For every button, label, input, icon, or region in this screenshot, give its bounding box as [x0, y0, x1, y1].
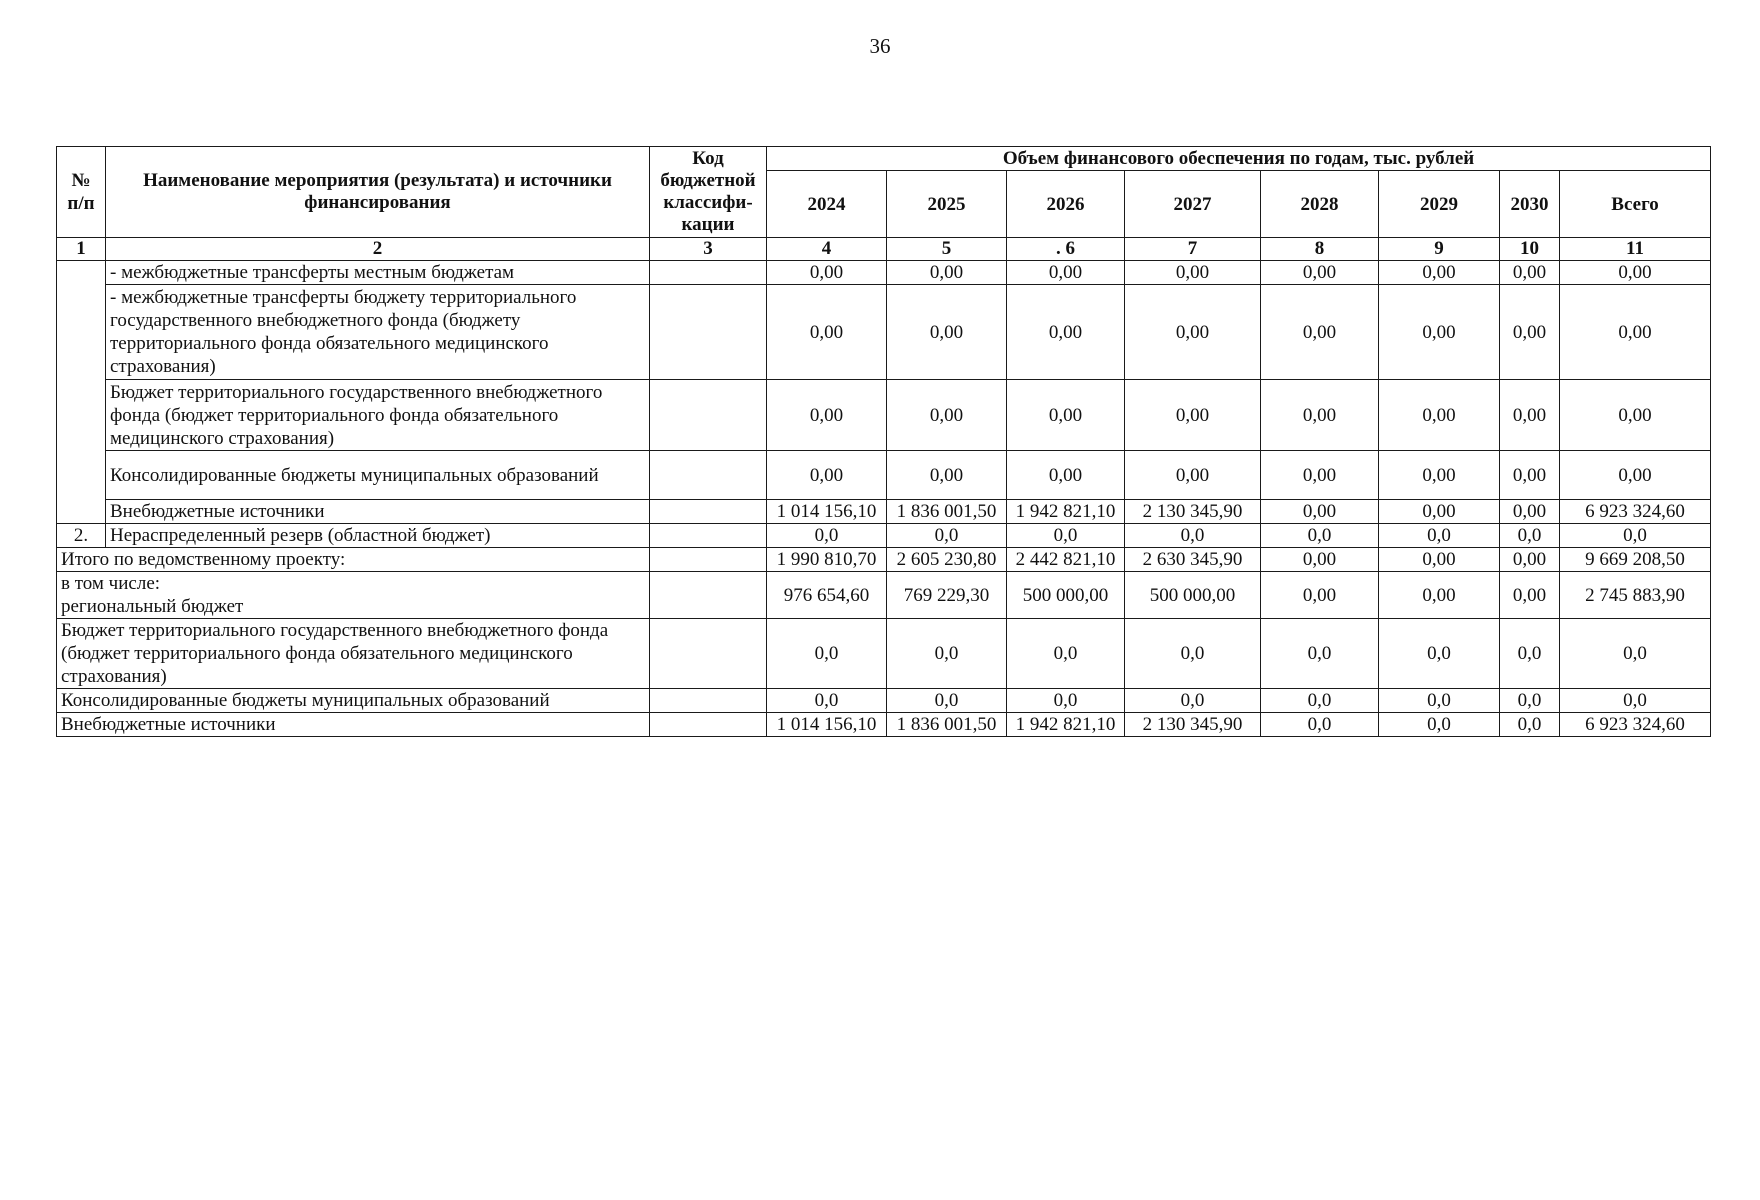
value-total: 0,00 [1560, 261, 1711, 285]
value-2029: 0,00 [1379, 572, 1500, 619]
table-row [57, 689, 1711, 713]
value-2026: 500 000,00 [1007, 572, 1125, 619]
value-total: 0,00 [1560, 380, 1711, 451]
value-2025: 1 836 001,50 [887, 713, 1007, 737]
value-2026: 0,0 [1007, 689, 1125, 713]
value-2024: 0,0 [767, 524, 887, 548]
value-2026: 1 942 821,10 [1007, 500, 1125, 524]
value-2027: 2 130 345,90 [1125, 500, 1261, 524]
value-2024: 0,00 [767, 380, 887, 451]
header-volume: Объем финансового обеспечения по годам, тыс. рублей [767, 147, 1711, 171]
value-2026: 0,00 [1007, 380, 1125, 451]
row-number-cell [57, 261, 106, 524]
value-total: 0,0 [1560, 689, 1711, 713]
budget-code-cell [650, 548, 767, 572]
value-2030: 0,00 [1500, 572, 1560, 619]
value-2030: 0,00 [1500, 380, 1560, 451]
value-2024: 1 014 156,10 [767, 500, 887, 524]
column-number-row [57, 238, 1711, 261]
row-label: Нераспределенный резерв (областной бюджет) [106, 524, 650, 548]
table-row [57, 285, 1711, 380]
value-2029: 0,0 [1379, 713, 1500, 737]
header-total: Всего [1560, 171, 1711, 238]
row-label: Внебюджетные источники [57, 713, 650, 737]
value-total: 2 745 883,90 [1560, 572, 1711, 619]
header-num: № п/п [57, 147, 106, 238]
row-label: Внебюджетные источники [106, 500, 650, 524]
column-number: . 6 [1007, 238, 1125, 261]
value-2027: 0,00 [1125, 380, 1261, 451]
value-2025: 1 836 001,50 [887, 500, 1007, 524]
value-2028: 0,0 [1261, 524, 1379, 548]
value-2029: 0,0 [1379, 689, 1500, 713]
budget-code-cell [650, 285, 767, 380]
value-2027: 2 630 345,90 [1125, 548, 1261, 572]
table-row [57, 619, 1711, 689]
value-2028: 0,00 [1261, 500, 1379, 524]
row-label: Итого по ведомственному проекту: [57, 548, 650, 572]
budget-code-cell [650, 572, 767, 619]
value-2028: 0,00 [1261, 285, 1379, 380]
header-name: Наименование мероприятия (результата) и источники финансирования [106, 147, 650, 238]
header-year: 2026 [1007, 171, 1125, 238]
value-2027: 0,0 [1125, 619, 1261, 689]
table-row [57, 380, 1711, 451]
header-row [57, 147, 1711, 171]
value-2027: 500 000,00 [1125, 572, 1261, 619]
value-2025: 0,0 [887, 619, 1007, 689]
value-2026: 2 442 821,10 [1007, 548, 1125, 572]
value-2030: 0,00 [1500, 451, 1560, 500]
value-2030: 0,00 [1500, 500, 1560, 524]
budget-code-cell [650, 380, 767, 451]
header-kbk: Код бюджетной классифи-кации [650, 147, 767, 238]
value-2029: 0,00 [1379, 548, 1500, 572]
header-year: 2025 [887, 171, 1007, 238]
value-2027: 0,0 [1125, 689, 1261, 713]
value-2028: 0,0 [1261, 689, 1379, 713]
value-2030: 0,00 [1500, 261, 1560, 285]
financing-table [56, 146, 1711, 737]
value-2028: 0,0 [1261, 619, 1379, 689]
total-row [57, 548, 1711, 572]
value-2026: 1 942 821,10 [1007, 713, 1125, 737]
value-total: 0,0 [1560, 619, 1711, 689]
budget-code-cell [650, 524, 767, 548]
row-number-cell: 2. [57, 524, 106, 548]
value-2026: 0,00 [1007, 261, 1125, 285]
value-2028: 0,00 [1261, 261, 1379, 285]
table-row [57, 261, 1711, 285]
value-2028: 0,0 [1261, 713, 1379, 737]
value-2027: 0,00 [1125, 261, 1261, 285]
value-2029: 0,0 [1379, 524, 1500, 548]
column-number: 7 [1125, 238, 1261, 261]
budget-code-cell [650, 619, 767, 689]
row-label: Консолидированные бюджеты муниципальных образований [57, 689, 650, 713]
value-2028: 0,00 [1261, 572, 1379, 619]
column-number: 1 [57, 238, 106, 261]
header-year: 2029 [1379, 171, 1500, 238]
value-2025: 0,00 [887, 451, 1007, 500]
value-2027: 0,00 [1125, 285, 1261, 380]
budget-code-cell [650, 451, 767, 500]
row-label: - межбюджетные трансферты бюджету территориального государственного внебюджетного фонда (бюджету территориального фонда обязательного медицинского страхования) [106, 285, 650, 380]
column-number: 11 [1560, 238, 1711, 261]
value-2029: 0,00 [1379, 451, 1500, 500]
page-number: 36 [869, 34, 891, 58]
header-year: 2027 [1125, 171, 1261, 238]
value-2024: 0,00 [767, 261, 887, 285]
row-label: - межбюджетные трансферты местным бюджетам [106, 261, 650, 285]
value-2024: 1 014 156,10 [767, 713, 887, 737]
value-2030: 0,00 [1500, 285, 1560, 380]
value-2028: 0,00 [1261, 548, 1379, 572]
value-total: 0,0 [1560, 524, 1711, 548]
table-row [57, 713, 1711, 737]
value-2025: 0,00 [887, 261, 1007, 285]
column-number: 9 [1379, 238, 1500, 261]
value-2030: 0,0 [1500, 619, 1560, 689]
value-2029: 0,00 [1379, 500, 1500, 524]
value-2028: 0,00 [1261, 380, 1379, 451]
value-2029: 0,00 [1379, 261, 1500, 285]
value-total: 6 923 324,60 [1560, 500, 1711, 524]
value-2024: 0,0 [767, 689, 887, 713]
value-total: 0,00 [1560, 451, 1711, 500]
value-2024: 0,00 [767, 451, 887, 500]
column-number: 3 [650, 238, 767, 261]
value-2027: 0,00 [1125, 451, 1261, 500]
row-label-line: региональный бюджет [61, 596, 244, 617]
value-total: 0,00 [1560, 285, 1711, 380]
value-2027: 0,0 [1125, 524, 1261, 548]
budget-code-cell [650, 500, 767, 524]
value-2027: 2 130 345,90 [1125, 713, 1261, 737]
value-2029: 0,00 [1379, 380, 1500, 451]
table-row [57, 524, 1711, 548]
row-label: Бюджет территориального государственного внебюджетного фонда (бюджет территориального фонда обязательного медицинского страхования) [106, 380, 650, 451]
value-2024: 0,00 [767, 285, 887, 380]
value-2025: 0,0 [887, 524, 1007, 548]
budget-code-cell [650, 713, 767, 737]
value-2030: 0,00 [1500, 548, 1560, 572]
value-2026: 0,0 [1007, 524, 1125, 548]
value-2025: 0,00 [887, 285, 1007, 380]
value-2024: 976 654,60 [767, 572, 887, 619]
value-2028: 0,00 [1261, 451, 1379, 500]
value-total: 9 669 208,50 [1560, 548, 1711, 572]
column-number: 5 [887, 238, 1007, 261]
value-2025: 0,00 [887, 380, 1007, 451]
value-2026: 0,00 [1007, 451, 1125, 500]
value-2029: 0,00 [1379, 285, 1500, 380]
header-year: 2030 [1500, 171, 1560, 238]
value-2025: 2 605 230,80 [887, 548, 1007, 572]
row-label: Бюджет территориального государственного внебюджетного фонда (бюджет территориального фонда обязательного медицинского страхования) [57, 619, 650, 689]
table-row [57, 572, 1711, 619]
column-number: 8 [1261, 238, 1379, 261]
value-2024: 1 990 810,70 [767, 548, 887, 572]
column-number: 2 [106, 238, 650, 261]
value-2030: 0,0 [1500, 713, 1560, 737]
value-2030: 0,0 [1500, 689, 1560, 713]
value-2029: 0,0 [1379, 619, 1500, 689]
value-2025: 0,0 [887, 689, 1007, 713]
header-year: 2028 [1261, 171, 1379, 238]
value-total: 6 923 324,60 [1560, 713, 1711, 737]
column-number: 4 [767, 238, 887, 261]
value-2024: 0,0 [767, 619, 887, 689]
value-2026: 0,0 [1007, 619, 1125, 689]
budget-code-cell [650, 689, 767, 713]
table-row [57, 500, 1711, 524]
row-label: Консолидированные бюджеты муниципальных образований [106, 451, 650, 500]
row-label-line: в том числе: [61, 573, 161, 594]
row-label [57, 572, 650, 619]
column-number: 10 [1500, 238, 1560, 261]
value-2025: 769 229,30 [887, 572, 1007, 619]
table-row [57, 451, 1711, 500]
header-year: 2024 [767, 171, 887, 238]
budget-code-cell [650, 261, 767, 285]
value-2030: 0,0 [1500, 524, 1560, 548]
value-2026: 0,00 [1007, 285, 1125, 380]
